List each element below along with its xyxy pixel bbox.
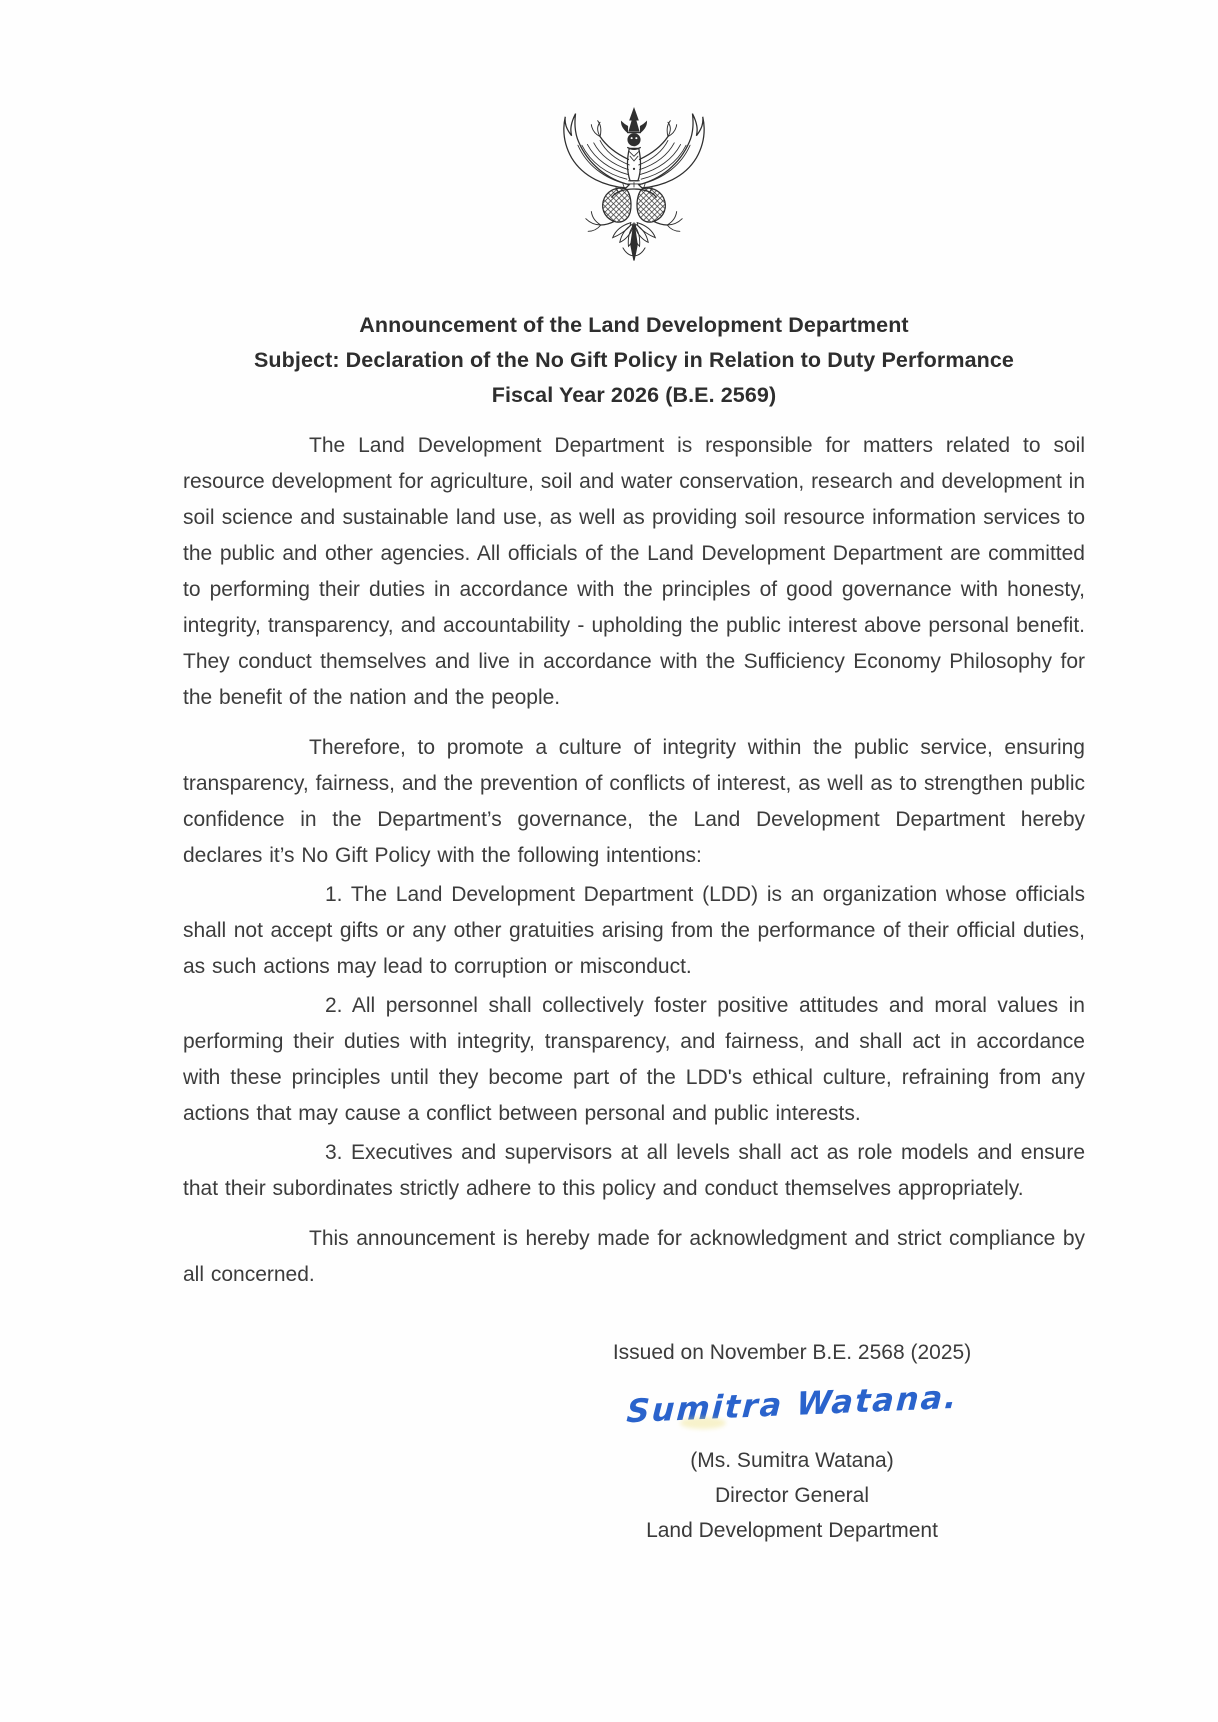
intro-paragraph: The Land Development Department is responsible for matters related to soil resource development for agriculture, soil and water conservation, research and development in soil science and sustainable land use, as well as providing soil resource information services to the public and other agencies. All officials of the Land Development Department are committed to performing their duties in accordance with the principles of good governance with honesty, integrity, transparency, and accountability - upholding the public interest above personal benefit. They conduct themselves and live in accordance with the Sufficiency Economy Philosophy for the benefit of the nation and the people. <box>183 434 1085 709</box>
signer-name: (Ms. Sumitra Watana) <box>690 1449 894 1472</box>
signer-title: Director General <box>714 1484 870 1507</box>
title-line-subject: Subject: Declaration of the No Gift Policy in Relation to Duty Performance <box>253 348 1014 372</box>
issued-date-line: Issued on November B.E. 2568 (2025) <box>612 1341 972 1364</box>
garuda-emblem-wrap <box>183 104 1085 282</box>
handwritten-signature: Sumitra Watana. <box>625 1377 960 1431</box>
scan-artifact <box>680 1417 726 1429</box>
document-body <box>183 428 1085 1293</box>
title-line-announcement: Announcement of the Land Development Department <box>359 313 909 337</box>
policy-item-1: 1. The Land Development Department (LDD) is an organization whose officials shall not accept gifts or any other gratuities arising from the performance of their official duties, as such actions may lead to corruption or misconduct. <box>183 883 1085 978</box>
garuda-emblem-icon <box>555 104 713 282</box>
policy-declaration-paragraph: Therefore, to promote a culture of integrity within the public service, ensuring transparency, fairness, and the prevention of conflicts of interest, as well as to strengthen public confidence in the Department’s governance, the Land Development Department hereby declares it’s No Gift Policy with the following intentions: <box>183 736 1085 867</box>
policy-item-2: 2. All personnel shall collectively foster positive attitudes and moral values in performing their duties with integrity, transparency, and fairness, and shall act in accordance with these principles until they become part of the LDD's ethical culture, refraining from any actions that may cause a conflict between personal and public interests. <box>183 994 1085 1125</box>
signer-organization: Land Development Department <box>646 1519 938 1542</box>
policy-item-3: 3. Executives and supervisors at all levels shall act as role models and ensure that their subordinates strictly adhere to this policy and conduct themselves appropriately. <box>183 1141 1085 1200</box>
title-line-fiscal-year: Fiscal Year 2026 (B.E. 2569) <box>491 383 777 407</box>
closing-paragraph: This announcement is hereby made for acknowledgment and strict compliance by all concerned. <box>183 1227 1085 1286</box>
signature-block <box>607 1335 977 1548</box>
document-header <box>183 308 1085 413</box>
document-content <box>183 0 1085 1548</box>
